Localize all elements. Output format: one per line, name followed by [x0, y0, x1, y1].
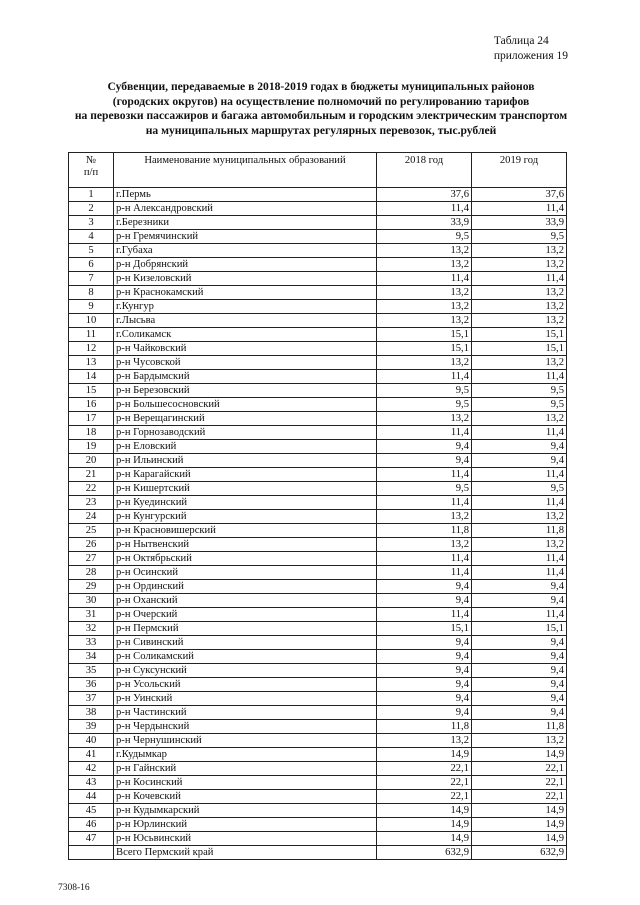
municipality-name: р-н Чернушинский	[114, 734, 377, 748]
table-row	[69, 650, 567, 664]
table-row	[69, 440, 567, 454]
table-row	[69, 818, 567, 832]
table-row	[69, 636, 567, 650]
row-number: 18	[69, 426, 114, 440]
document-code: 7308-16	[58, 883, 90, 893]
value-2019: 9,4	[472, 678, 567, 692]
row-number: 47	[69, 832, 114, 846]
value-2019: 13,2	[472, 300, 567, 314]
table-reference	[494, 34, 568, 64]
value-2018: 9,4	[377, 706, 472, 720]
value-2019: 13,2	[472, 510, 567, 524]
value-2018: 14,9	[377, 804, 472, 818]
value-2018: 37,6	[377, 188, 472, 202]
table-row	[69, 328, 567, 342]
table-row	[69, 762, 567, 776]
municipality-name: р-н Гремячинский	[114, 230, 377, 244]
value-2019: 13,2	[472, 412, 567, 426]
value-2018: 15,1	[377, 328, 472, 342]
municipality-name: г.Кунгур	[114, 300, 377, 314]
row-number: 33	[69, 636, 114, 650]
row-number: 5	[69, 244, 114, 258]
value-2019: 13,2	[472, 538, 567, 552]
value-2018: 13,2	[377, 412, 472, 426]
value-2019: 13,2	[472, 244, 567, 258]
value-2018: 14,9	[377, 748, 472, 762]
table-row	[69, 468, 567, 482]
value-2018: 13,2	[377, 244, 472, 258]
value-2018: 11,4	[377, 552, 472, 566]
municipality-name: р-н Горнозаводский	[114, 426, 377, 440]
table-row	[69, 314, 567, 328]
row-number: 3	[69, 216, 114, 230]
table-row	[69, 454, 567, 468]
value-2019: 37,6	[472, 188, 567, 202]
value-2018: 9,4	[377, 650, 472, 664]
value-2018: 13,2	[377, 510, 472, 524]
value-2019: 11,4	[472, 566, 567, 580]
row-number: 39	[69, 720, 114, 734]
municipality-name: р-н Чердынский	[114, 720, 377, 734]
row-number: 8	[69, 286, 114, 300]
table-row	[69, 622, 567, 636]
value-2018: 11,4	[377, 468, 472, 482]
municipality-name: р-н Нытвенский	[114, 538, 377, 552]
table-row	[69, 734, 567, 748]
table-row	[69, 748, 567, 762]
table-row	[69, 300, 567, 314]
municipality-name: р-н Гайнский	[114, 762, 377, 776]
table-row	[69, 678, 567, 692]
value-2019: 11,4	[472, 370, 567, 384]
municipality-name: р-н Александровский	[114, 202, 377, 216]
row-number: 4	[69, 230, 114, 244]
total-row	[69, 846, 567, 860]
value-2019: 11,4	[472, 552, 567, 566]
value-2019: 9,4	[472, 706, 567, 720]
table-row	[69, 272, 567, 286]
table-row	[69, 398, 567, 412]
municipality-name: р-н Чайковский	[114, 342, 377, 356]
row-number: 21	[69, 468, 114, 482]
row-number: 25	[69, 524, 114, 538]
value-2018: 9,4	[377, 636, 472, 650]
value-2019: 9,4	[472, 454, 567, 468]
municipality-name: р-н Еловский	[114, 440, 377, 454]
title-line-4: на муниципальных маршрутах регулярных перевозок, тыс.рублей	[145, 123, 497, 137]
row-number: 10	[69, 314, 114, 328]
row-number: 46	[69, 818, 114, 832]
municipality-name: р-н Усольский	[114, 678, 377, 692]
row-number: 16	[69, 398, 114, 412]
value-2018: 9,5	[377, 398, 472, 412]
value-2018: 11,4	[377, 566, 472, 580]
value-2019: 14,9	[472, 748, 567, 762]
municipality-name: р-н Кунгурский	[114, 510, 377, 524]
value-2019: 13,2	[472, 356, 567, 370]
value-2019: 9,5	[472, 482, 567, 496]
total-2018: 632,9	[377, 846, 472, 860]
value-2019: 11,4	[472, 468, 567, 482]
table-row	[69, 510, 567, 524]
header-number-symbol: №	[85, 155, 97, 166]
value-2019: 9,5	[472, 398, 567, 412]
value-2018: 11,4	[377, 370, 472, 384]
value-2018: 22,1	[377, 762, 472, 776]
value-2018: 11,4	[377, 202, 472, 216]
row-number: 29	[69, 580, 114, 594]
value-2019: 9,4	[472, 580, 567, 594]
municipality-name: р-н Верещагинский	[114, 412, 377, 426]
row-number: 41	[69, 748, 114, 762]
municipality-name: р-н Сивинский	[114, 636, 377, 650]
municipality-name: г.Лысьва	[114, 314, 377, 328]
value-2018: 9,4	[377, 580, 472, 594]
municipality-name: г.Соликамск	[114, 328, 377, 342]
municipality-name: р-н Березовский	[114, 384, 377, 398]
municipality-name: р-н Кишертский	[114, 482, 377, 496]
table-row	[69, 608, 567, 622]
municipality-name: р-н Краснокамский	[114, 286, 377, 300]
row-number: 42	[69, 762, 114, 776]
table-row	[69, 202, 567, 216]
municipality-name: г.Пермь	[114, 188, 377, 202]
value-2018: 9,5	[377, 230, 472, 244]
table-row	[69, 356, 567, 370]
table-row	[69, 594, 567, 608]
municipality-name: р-н Кочевский	[114, 790, 377, 804]
municipality-name: р-н Уинский	[114, 692, 377, 706]
value-2019: 13,2	[472, 258, 567, 272]
row-number: 28	[69, 566, 114, 580]
table-row	[69, 216, 567, 230]
value-2018: 13,2	[377, 734, 472, 748]
row-number: 12	[69, 342, 114, 356]
value-2019: 13,2	[472, 734, 567, 748]
row-number: 44	[69, 790, 114, 804]
title-line-1: Субвенции, передаваемые в 2018-2019 годах в бюджеты муниципальных районов	[107, 80, 535, 93]
municipality-name: р-н Кизеловский	[114, 272, 377, 286]
row-number: 31	[69, 608, 114, 622]
table-row	[69, 706, 567, 720]
row-number: 14	[69, 370, 114, 384]
table-row	[69, 370, 567, 384]
value-2018: 13,2	[377, 538, 472, 552]
title-line-2: (городских округов) на осуществление полномочий по регулированию тарифов	[112, 94, 530, 108]
value-2019: 15,1	[472, 342, 567, 356]
table-row	[69, 692, 567, 706]
row-number: 23	[69, 496, 114, 510]
table-row	[69, 524, 567, 538]
value-2019: 9,4	[472, 692, 567, 706]
municipality-name: р-н Соликамский	[114, 650, 377, 664]
value-2018: 9,4	[377, 454, 472, 468]
row-number: 26	[69, 538, 114, 552]
value-2018: 11,8	[377, 524, 472, 538]
row-number: 20	[69, 454, 114, 468]
total-2019: 632,9	[472, 846, 567, 860]
value-2018: 9,4	[377, 692, 472, 706]
row-number: 38	[69, 706, 114, 720]
value-2019: 11,4	[472, 426, 567, 440]
municipality-name: р-н Ординский	[114, 580, 377, 594]
table-row	[69, 580, 567, 594]
row-number: 35	[69, 664, 114, 678]
value-2019: 11,4	[472, 496, 567, 510]
table-row	[69, 286, 567, 300]
value-2019: 33,9	[472, 216, 567, 230]
value-2019: 11,4	[472, 608, 567, 622]
table-row	[69, 258, 567, 272]
municipality-name: р-н Ильинский	[114, 454, 377, 468]
table-row	[69, 188, 567, 202]
value-2019: 14,9	[472, 832, 567, 846]
value-2019: 14,9	[472, 818, 567, 832]
table-row	[69, 412, 567, 426]
value-2018: 9,5	[377, 482, 472, 496]
municipality-name: р-н Очерский	[114, 608, 377, 622]
value-2018: 13,2	[377, 356, 472, 370]
value-2019: 9,4	[472, 440, 567, 454]
table-row	[69, 832, 567, 846]
table-row	[69, 804, 567, 818]
value-2018: 9,4	[377, 440, 472, 454]
value-2018: 11,4	[377, 426, 472, 440]
value-2018: 13,2	[377, 300, 472, 314]
value-2019: 9,4	[472, 650, 567, 664]
table-row	[69, 566, 567, 580]
value-2018: 13,2	[377, 286, 472, 300]
table-row	[69, 482, 567, 496]
value-2019: 11,4	[472, 272, 567, 286]
table-row	[69, 384, 567, 398]
value-2018: 22,1	[377, 790, 472, 804]
value-2018: 14,9	[377, 818, 472, 832]
document-title	[60, 80, 582, 138]
table-row	[69, 230, 567, 244]
row-number: 2	[69, 202, 114, 216]
row-number: 17	[69, 412, 114, 426]
table-row	[69, 342, 567, 356]
header-name: Наименование муниципальных образований	[114, 153, 377, 188]
municipality-name: р-н Юсьвинский	[114, 832, 377, 846]
municipality-name: р-н Чусовской	[114, 356, 377, 370]
value-2019: 9,4	[472, 636, 567, 650]
row-number: 34	[69, 650, 114, 664]
header-number	[69, 153, 114, 188]
row-number: 36	[69, 678, 114, 692]
value-2018: 15,1	[377, 342, 472, 356]
value-2019: 22,1	[472, 776, 567, 790]
table-row	[69, 244, 567, 258]
municipality-name: р-н Юрлинский	[114, 818, 377, 832]
value-2019: 11,8	[472, 524, 567, 538]
row-number: 37	[69, 692, 114, 706]
municipality-name: г.Березники	[114, 216, 377, 230]
row-number: 19	[69, 440, 114, 454]
value-2018: 13,2	[377, 258, 472, 272]
row-number: 22	[69, 482, 114, 496]
row-number: 7	[69, 272, 114, 286]
municipality-name: р-н Бардымский	[114, 370, 377, 384]
value-2019: 14,9	[472, 804, 567, 818]
value-2019: 13,2	[472, 314, 567, 328]
municipality-name: р-н Октябрьский	[114, 552, 377, 566]
title-line-3: на перевозки пассажиров и багажа автомобильным и городским электрическим транспортом	[74, 109, 568, 123]
row-number: 43	[69, 776, 114, 790]
table-row	[69, 426, 567, 440]
value-2019: 9,5	[472, 384, 567, 398]
value-2018: 11,4	[377, 496, 472, 510]
table-row	[69, 538, 567, 552]
municipality-name: р-н Суксунский	[114, 664, 377, 678]
value-2019: 9,4	[472, 664, 567, 678]
value-2019: 22,1	[472, 762, 567, 776]
row-number: 11	[69, 328, 114, 342]
row-number: 15	[69, 384, 114, 398]
table-header-row	[69, 153, 567, 188]
header-2019: 2019 год	[472, 153, 567, 188]
table-row	[69, 790, 567, 804]
municipality-name: г.Кудымкар	[114, 748, 377, 762]
header-number-abbr: п/п	[83, 167, 99, 178]
table-row	[69, 496, 567, 510]
municipality-name: р-н Частинский	[114, 706, 377, 720]
subsidies-table	[68, 152, 567, 860]
value-2018: 14,9	[377, 832, 472, 846]
table-row	[69, 552, 567, 566]
value-2018: 9,4	[377, 678, 472, 692]
value-2018: 33,9	[377, 216, 472, 230]
row-number: 45	[69, 804, 114, 818]
municipality-name: р-н Добрянский	[114, 258, 377, 272]
value-2018: 11,4	[377, 608, 472, 622]
municipality-name: р-н Оханский	[114, 594, 377, 608]
value-2019: 11,8	[472, 720, 567, 734]
row-number: 27	[69, 552, 114, 566]
municipality-name: р-н Косинский	[114, 776, 377, 790]
value-2018: 11,8	[377, 720, 472, 734]
value-2019: 13,2	[472, 286, 567, 300]
value-2019: 11,4	[472, 202, 567, 216]
municipality-name: р-н Кудымкарский	[114, 804, 377, 818]
municipality-name: р-н Пермский	[114, 622, 377, 636]
value-2019: 9,5	[472, 230, 567, 244]
value-2019: 15,1	[472, 328, 567, 342]
row-number: 6	[69, 258, 114, 272]
value-2018: 11,4	[377, 272, 472, 286]
table-row	[69, 720, 567, 734]
header-2018: 2018 год	[377, 153, 472, 188]
value-2018: 9,4	[377, 594, 472, 608]
municipality-name: р-н Красновишерский	[114, 524, 377, 538]
value-2019: 15,1	[472, 622, 567, 636]
appendix-number: приложения 19	[493, 50, 568, 62]
table-number: Таблица 24	[493, 35, 549, 47]
municipality-name: г.Губаха	[114, 244, 377, 258]
row-number: 9	[69, 300, 114, 314]
value-2018: 13,2	[377, 314, 472, 328]
total-label: Всего Пермский край	[114, 846, 377, 860]
municipality-name: р-н Осинский	[114, 566, 377, 580]
row-number: 24	[69, 510, 114, 524]
table-row	[69, 664, 567, 678]
municipality-name: р-н Куединский	[114, 496, 377, 510]
municipality-name: р-н Карагайский	[114, 468, 377, 482]
value-2019: 9,4	[472, 594, 567, 608]
table-body	[69, 188, 567, 860]
total-number	[69, 846, 114, 860]
value-2018: 15,1	[377, 622, 472, 636]
row-number: 32	[69, 622, 114, 636]
value-2018: 9,5	[377, 384, 472, 398]
table-row	[69, 776, 567, 790]
row-number: 40	[69, 734, 114, 748]
value-2019: 22,1	[472, 790, 567, 804]
municipality-name: р-н Большесосновский	[114, 398, 377, 412]
row-number: 30	[69, 594, 114, 608]
row-number: 1	[69, 188, 114, 202]
value-2018: 9,4	[377, 664, 472, 678]
value-2018: 22,1	[377, 776, 472, 790]
row-number: 13	[69, 356, 114, 370]
